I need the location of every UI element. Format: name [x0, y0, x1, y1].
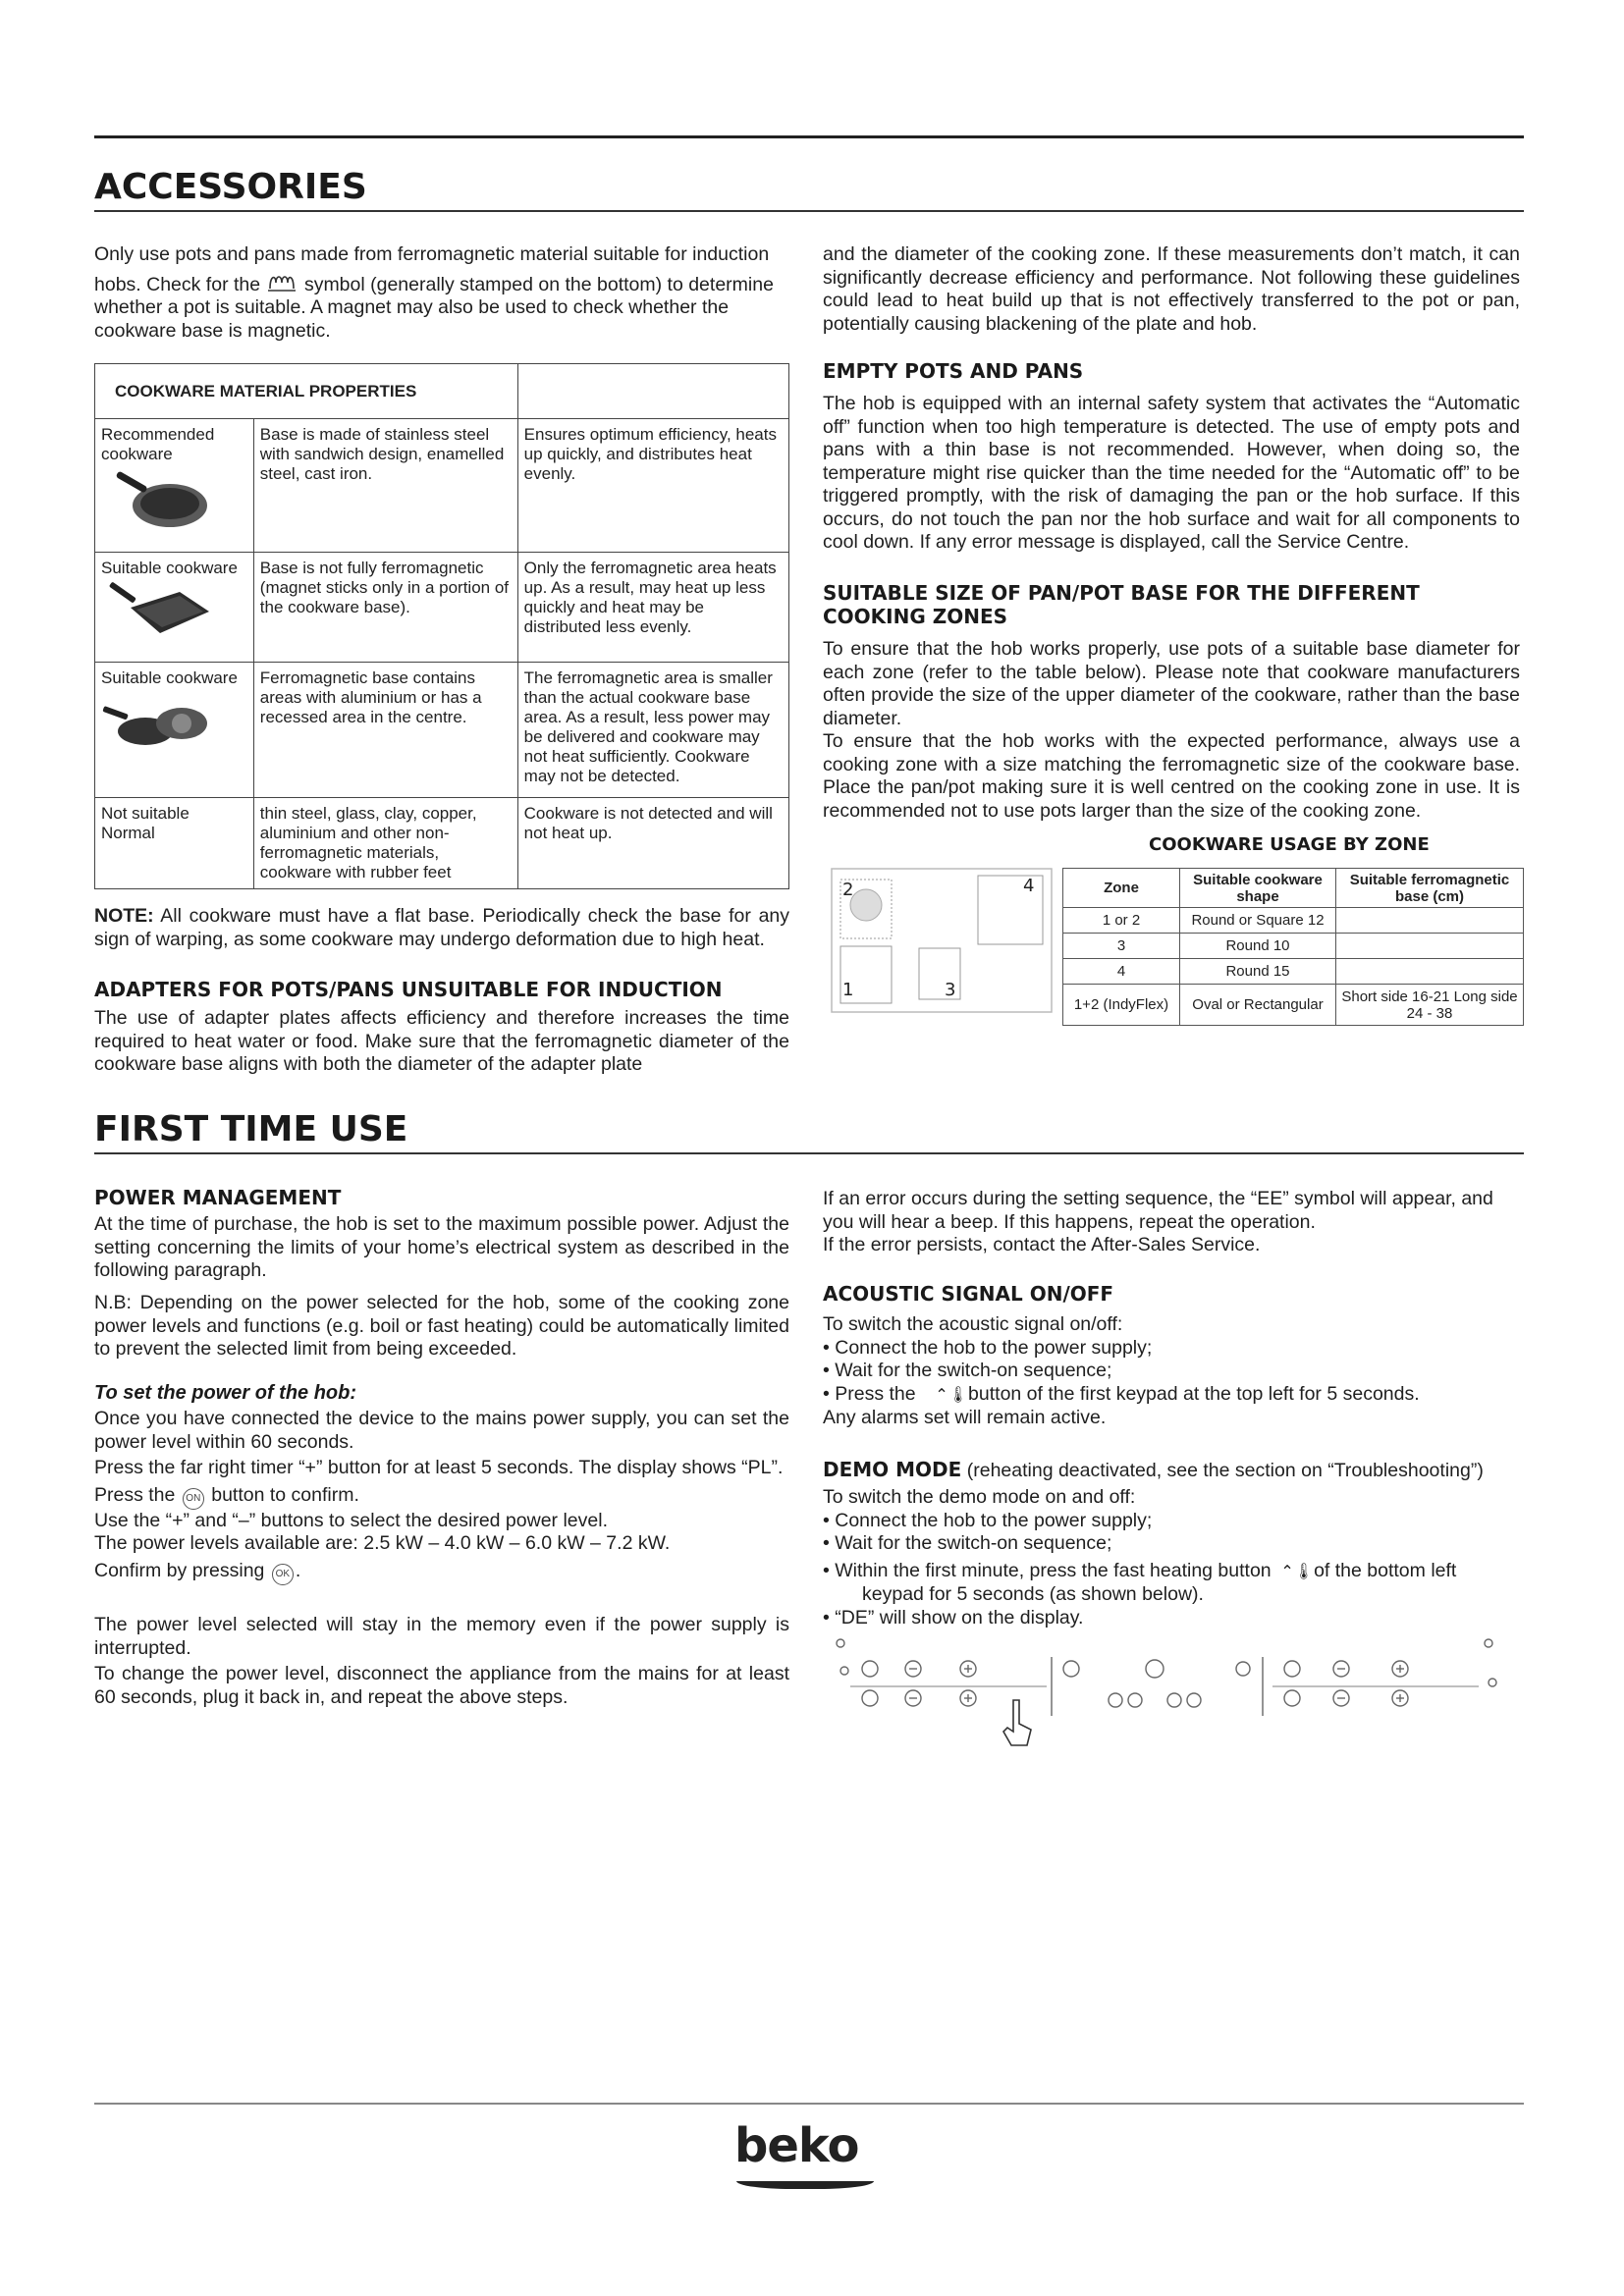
cell-type: Recommended cookware	[101, 425, 215, 463]
power-management-text: At the time of purchase, the hob is set to the maximum possible power. Adjust the setting concerning the limits of your home’s electrical system as described in the following paragraph.	[94, 1213, 789, 1281]
acoustic-steps	[823, 1313, 1524, 1430]
demo-steps	[823, 1486, 1524, 1629]
cell-base: thin steel, glass, clay, copper, aluminium and other non-ferromagnetic materials, cookware with rubber feet	[253, 798, 517, 889]
demo-title: DEMO MODE	[823, 1458, 962, 1481]
memory-text: The power level selected will stay in the memory even if the power supply is interrupted.	[94, 1614, 789, 1659]
brand-logo: beko	[734, 2118, 859, 2173]
shape-cell: Round 15	[1180, 959, 1336, 985]
cell-effect: The ferromagnetic area is smaller than the actual cookware base area. As a result, less power may be delivered and cookware may not heat sufficiently. Cookware may not be detected.	[517, 663, 788, 798]
accessories-intro	[94, 243, 789, 343]
suitable-size-text-2: To ensure that the hob works with the expected performance, always use a cooking zone with a size matching the ferromagnetic size of the cookware base. Place the pan/pot making sure it is well centred on the cooking zone in use. It is recommended not to use pots larger than the size of the cooking zone.	[823, 730, 1520, 822]
intro-line: symbol (generally stamped on the bottom) to determine	[303, 273, 774, 295]
cookware-zone-table	[1062, 868, 1524, 1026]
zone-cell: 1+2 (IndyFlex)	[1063, 985, 1180, 1026]
cell-type: Suitable cookware	[101, 559, 238, 577]
shape-cell: Round 10	[1180, 934, 1336, 959]
zone-table-caption: COOKWARE USAGE BY ZONE	[1149, 834, 1430, 855]
step-line: Use the “+” and “–” buttons to select the desired power level.	[94, 1509, 608, 1531]
suitable-size-title: SUITABLE SIZE OF PAN/POT BASE FOR THE DIFFERENT COOKING ZONES	[823, 581, 1420, 628]
step-line: button to confirm.	[211, 1483, 359, 1506]
title-underline	[94, 1152, 1524, 1154]
acoustic-line: • Connect the hob to the power supply;	[823, 1336, 1153, 1359]
top-rule	[94, 135, 1524, 138]
cell-base: Base is made of stainless steel with sandwich design, enamelled steel, cast iron.	[253, 419, 517, 553]
grill-pan-image	[101, 578, 219, 647]
title-underline	[94, 210, 1524, 212]
fast-heating-icon: ⌃🌡	[1280, 1563, 1315, 1580]
zone-header: Zone	[1063, 869, 1180, 908]
power-management-title: POWER MANAGEMENT	[94, 1186, 342, 1209]
acoustic-line: To switch the acoustic signal on/off:	[823, 1313, 1123, 1335]
suitable-size-text-1: To ensure that the hob works properly, use pots of a suitable base diameter for each zone (refer to the table below). Please note that cookware manufacturers often provide the size of the upper diameter of the cookware, rather than the base diameter.	[823, 638, 1520, 729]
table-header: COOKWARE MATERIAL PROPERTIES	[95, 364, 518, 419]
zone-label: 3	[945, 980, 956, 1000]
on-button-icon: ON	[183, 1488, 204, 1510]
step-line: Press the	[94, 1483, 176, 1506]
table-row	[1063, 934, 1524, 959]
error-line: you will hear a beep. If this happens, repeat the operation.	[823, 1210, 1316, 1233]
footer-rule	[94, 2103, 1524, 2105]
nb-text: N.B: Depending on the power selected for the hob, some of the cooking zone power levels and functions (e.g. boil or fast heating) could be automatically limited to prevent the selected limit from being exceeded.	[94, 1292, 789, 1360]
cookware-material-table	[94, 363, 789, 889]
demo-subtitle: (reheating deactivated, see the section on “Troubleshooting”)	[966, 1460, 1484, 1481]
acoustic-line: • Wait for the switch-on sequence;	[823, 1360, 1112, 1381]
demo-line: keypad for 5 seconds (as shown below).	[862, 1583, 1204, 1605]
keypad-illustration	[837, 1639, 1496, 1745]
table-row	[95, 663, 789, 798]
demo-line: of the bottom left	[1314, 1559, 1457, 1581]
acoustic-line: Any alarms set will remain active.	[823, 1407, 1107, 1428]
cell-type: Suitable cookware	[101, 668, 238, 687]
zone-label: 1	[842, 980, 854, 1000]
cell-type: Not suitable Normal	[95, 798, 254, 889]
set-power-title: To set the power of the hob:	[94, 1382, 357, 1404]
section-title-accessories: ACCESSORIES	[94, 167, 367, 207]
shape-cell: Oval or Rectangular	[1180, 985, 1336, 1026]
table-row	[1063, 985, 1524, 1026]
base-cell: Short side 16-21 Long side 24 - 38	[1336, 985, 1524, 1026]
error-text	[823, 1188, 1524, 1257]
intro-line: whether a pot is suitable. A magnet may also be used to check whether the	[94, 296, 730, 318]
acoustic-line: button of the first keypad at the top left for 5 seconds.	[968, 1382, 1420, 1405]
fast-heating-icon: ⌃🌡	[935, 1386, 969, 1404]
zone-cell: 3	[1063, 934, 1180, 959]
empty-pots-title: EMPTY POTS AND PANS	[823, 359, 1084, 383]
adapters-text: The use of adapter plates affects efficiency and therefore increases the time required to heat water or food. Make sure that the ferromagnetic diameter of the cookware base aligns with both the diameter of the adapter plate	[94, 1007, 789, 1075]
error-line: If an error occurs during the setting sequence, the “EE” symbol will appear, and	[823, 1188, 1493, 1209]
note-label: NOTE:	[94, 905, 154, 927]
demo-line: • Connect the hob to the power supply;	[823, 1509, 1153, 1531]
adapters-continued-text: and the diameter of the cooking zone. If these measurements don’t match, it can significantly decrease efficiency and performance. Not following these guidelines could lead to heat build up that is not effectively transferred to the pot or pan, potentially causing blackening of the plate and hob.	[823, 243, 1520, 335]
cell-effect: Ensures optimum efficiency, heats up quickly, and distributes heat evenly.	[517, 419, 788, 553]
change-power-text: To change the power level, disconnect the appliance from the mains for at least 60 seconds, plug it back in, and repeat the above steps.	[94, 1663, 789, 1708]
cell-base: Base is not fully ferromagnetic (magnet sticks only in a portion of the cookware base).	[253, 553, 517, 663]
frying-pan-image	[101, 464, 219, 533]
demo-line: • Within the first minute, press the fast heating button	[823, 1559, 1272, 1581]
ok-button-icon: OK	[272, 1564, 294, 1585]
set-power-text: Once you have connected the device to the mains power supply, you can set the power level within 60 seconds.	[94, 1408, 789, 1453]
acoustic-title: ACOUSTIC SIGNAL ON/OFF	[823, 1282, 1114, 1306]
section-title-first-use: FIRST TIME USE	[94, 1109, 408, 1149]
set-power-steps: Press the far right timer “+” button for at least 5 seconds. The display shows “PL”. Press the ON button to confirm. Use the “+” and “–” buttons to select the desired power level. The power levels available are: 2.5 kW – 4.0 kW – 6.0 kW – 7.2 kW. Confirm by pressing OK .	[94, 1457, 801, 1585]
induction-coil-icon	[266, 271, 299, 294]
base-cell	[1336, 959, 1524, 985]
step-line: The power levels available are: 2.5 kW – 4.0 kW – 6.0 kW – 7.2 kW.	[94, 1532, 671, 1554]
cell-effect: Only the ferromagnetic area heats up. As a result, may heat up less quickly and heat may be distributed less evenly.	[517, 553, 788, 663]
table-row	[95, 553, 789, 663]
pans-image	[101, 688, 219, 757]
demo-line: • “DE” will show on the display.	[823, 1606, 1084, 1629]
zone-label: 2	[842, 880, 854, 900]
cell-base: Ferromagnetic base contains areas with aluminium or has a recessed area in the centre.	[253, 663, 517, 798]
table-header-empty	[517, 364, 788, 419]
control-panel-diagram	[831, 1637, 1518, 1755]
table-row	[95, 419, 789, 553]
table-row	[1063, 959, 1524, 985]
error-line: If the error persists, contact the After-Sales Service.	[823, 1234, 1261, 1255]
zone-label: 4	[1023, 876, 1035, 896]
adapters-title: ADAPTERS FOR POTS/PANS UNSUITABLE FOR INDUCTION	[94, 978, 723, 1001]
shape-header: Suitable cookware shape	[1180, 869, 1336, 908]
hob-zones-diagram	[831, 868, 1053, 1013]
zone-cell: 4	[1063, 959, 1180, 985]
table-row	[95, 798, 789, 889]
shape-cell: Round or Square 12	[1180, 908, 1336, 934]
step-line: Confirm by pressing	[94, 1559, 265, 1581]
intro-line: cookware base is magnetic.	[94, 319, 331, 342]
demo-mode-heading	[823, 1459, 1524, 1483]
table-row	[1063, 908, 1524, 934]
base-cell	[1336, 934, 1524, 959]
note-text: All cookware must have a flat base. Periodically check the base for any sign of warping, as some cookware may undergo deformation due to high heat.	[94, 905, 790, 950]
step-line: Press the far right timer “+” button for at least 5 seconds. The display shows “PL”.	[94, 1457, 784, 1478]
base-cell	[1336, 908, 1524, 934]
empty-pots-text: The hob is equipped with an internal safety system that activates the “Automatic off” function when too high temperature is detected. The use of empty pots and pans with a thin base is not recommended. However, when doing so, the temperature might rise quicker than the time needed for the “Automatic off” to be triggered promptly, with the risk of damaging the pan or the hob surface. If this occurs, do not touch the pan nor the hob surface and wait for all components to cool down. If any error message is displayed, call the Service Centre.	[823, 393, 1520, 553]
intro-line: Only use pots and pans made from ferromagnetic material suitable for induction	[94, 243, 770, 265]
acoustic-line: • Press the	[823, 1382, 916, 1405]
cell-effect: Cookware is not detected and will not heat up.	[517, 798, 788, 889]
demo-line: To switch the demo mode on and off:	[823, 1486, 1136, 1508]
base-header: Suitable ferromagnetic base (cm)	[1336, 869, 1524, 908]
brand-logo-swoosh	[736, 2181, 874, 2189]
note-paragraph	[94, 905, 789, 951]
zone-cell: 1 or 2	[1063, 908, 1180, 934]
demo-line: • Wait for the switch-on sequence;	[823, 1532, 1112, 1554]
intro-line: hobs. Check for the	[94, 273, 261, 295]
